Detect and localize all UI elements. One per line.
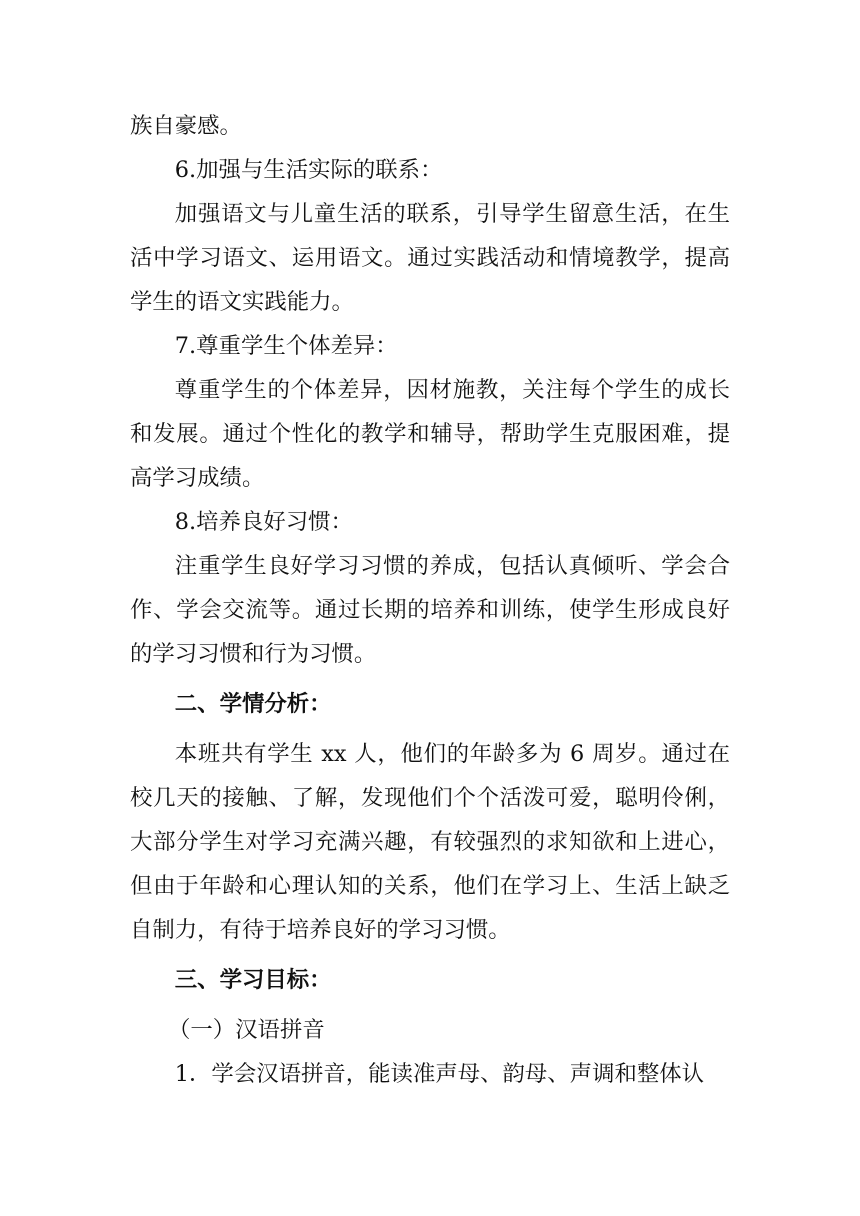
paragraph-pinyin-goal-1: 1．学会汉语拼音，能读准声母、韵母、声调和整体认 (174, 1061, 705, 1087)
section-heading-learning-goals: 三、学习目标： (174, 967, 332, 993)
paragraph-student-analysis: 本班共有学生 xx 人，他们的年龄多为 6 周岁。通过在校几天的接触、了解，发现他们个个活泼可爱，聪明伶俐，大部分学生对学习充满兴趣，有较强烈的求知欲和上进心，但由于年龄和心理认知的关系，他们在学习上、生活上缺乏自制力，有待于培养良好的学习习惯。 (130, 741, 730, 943)
document-page (130, 104, 730, 1096)
paragraph-good-habits: 注重学生良好学习习惯的养成，包括认真倾听、学会合作、学会交流等。通过长期的培养和训练，使学生形成良好的学习习惯和行为习惯。 (130, 553, 730, 667)
item-heading-8: 8.培养良好习惯： (174, 509, 353, 535)
paragraph-continued: 族自豪感。 (130, 113, 242, 139)
item-heading-6: 6.加强与生活实际的联系： (174, 157, 443, 183)
section-heading-student-analysis: 二、学情分析： (174, 691, 332, 717)
item-heading-7: 7.尊重学生个体差异： (174, 333, 398, 359)
paragraph-life-connection: 加强语文与儿童生活的联系，引导学生留意生活，在生活中学习语文、运用语文。通过实践活动和情境教学，提高学生的语文实践能力。 (130, 201, 730, 315)
paragraph-individual-difference: 尊重学生的个体差异，因材施教，关注每个学生的成长和发展。通过个性化的教学和辅导，帮助学生克服困难，提高学习成绩。 (130, 377, 730, 491)
subsection-pinyin: （一）汉语拼音 (168, 1017, 325, 1043)
